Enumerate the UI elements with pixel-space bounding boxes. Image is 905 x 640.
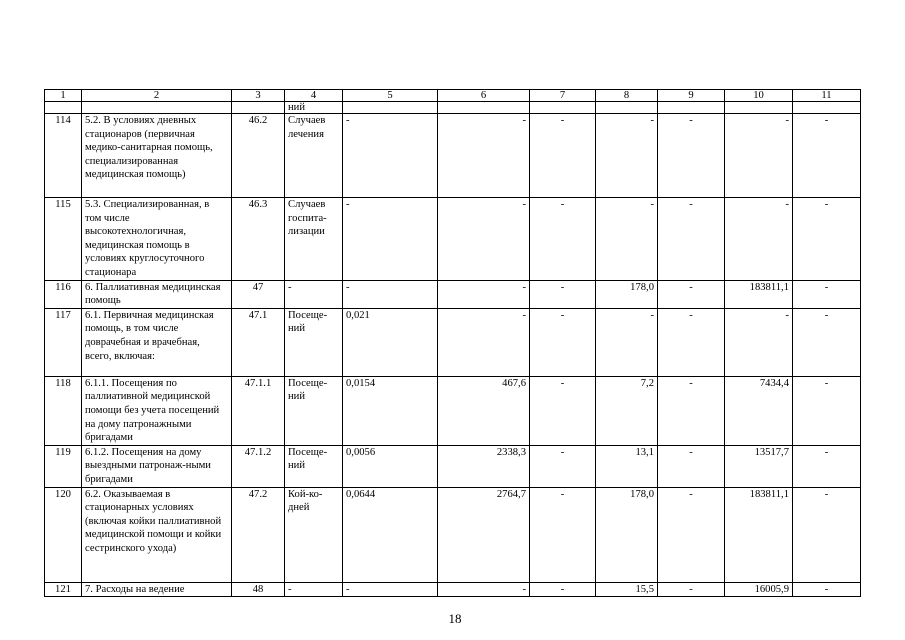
row-number-cell: 118 xyxy=(45,376,82,445)
value-cell: 13517,7 xyxy=(725,445,793,487)
table-row xyxy=(45,582,861,597)
value-cell: - xyxy=(530,376,596,445)
header-cell: 7 xyxy=(530,90,596,102)
table-cell xyxy=(232,102,285,114)
header-cell: 3 xyxy=(232,90,285,102)
table-cell xyxy=(530,102,596,114)
table-row xyxy=(45,308,861,376)
table-cell xyxy=(82,102,232,114)
header-row xyxy=(45,90,861,102)
financing-table xyxy=(44,89,861,597)
table-row xyxy=(45,280,861,308)
value-cell: - xyxy=(438,582,530,597)
value-cell: 467,6 xyxy=(438,376,530,445)
value-cell: - xyxy=(793,114,861,198)
table-row xyxy=(45,114,861,198)
value-cell: - xyxy=(658,198,725,281)
value-cell: - xyxy=(658,582,725,597)
header-cell: 9 xyxy=(658,90,725,102)
header-cell: 6 xyxy=(438,90,530,102)
value-cell: - xyxy=(793,198,861,281)
value-cell: - xyxy=(343,114,438,198)
unit-cell: Посеще-ний xyxy=(285,445,343,487)
table-cell xyxy=(793,102,861,114)
value-cell: - xyxy=(438,308,530,376)
value-cell: 2764,7 xyxy=(438,487,530,582)
row-number-cell: 114 xyxy=(45,114,82,198)
value-cell: - xyxy=(596,114,658,198)
unit-cell: - xyxy=(285,582,343,597)
row-code-cell: 47.1.2 xyxy=(232,445,285,487)
unit-cell: Случаев лечения xyxy=(285,114,343,198)
value-cell: - xyxy=(793,280,861,308)
row-code-cell: 46.3 xyxy=(232,198,285,281)
header-cell: 4 xyxy=(285,90,343,102)
value-cell: - xyxy=(530,487,596,582)
row-number-cell: 121 xyxy=(45,582,82,597)
indicator-name-cell: 6. Паллиативная медицинская помощь xyxy=(82,280,232,308)
value-cell: - xyxy=(793,445,861,487)
table-cell xyxy=(596,102,658,114)
value-cell: 7,2 xyxy=(596,376,658,445)
value-cell: - xyxy=(658,445,725,487)
value-cell: 16005,9 xyxy=(725,582,793,597)
row-code-cell: 47.1 xyxy=(232,308,285,376)
indicator-name-cell: 5.3. Специализированная, в том числе высокотехнологичная, медицинская помощь в условиях круглосуточного стационара xyxy=(82,198,232,281)
table-cell xyxy=(658,102,725,114)
table-cell xyxy=(725,102,793,114)
header-cell: 11 xyxy=(793,90,861,102)
value-cell: - xyxy=(438,280,530,308)
indicator-name-cell: 6.2. Оказываемая в стационарных условиях (включая койки паллиативной медицинской помощи и койки сестринского ухода) xyxy=(82,487,232,582)
value-cell: - xyxy=(793,376,861,445)
value-cell: 178,0 xyxy=(596,487,658,582)
value-cell: - xyxy=(658,308,725,376)
table-row xyxy=(45,445,861,487)
value-cell: - xyxy=(530,308,596,376)
value-cell: - xyxy=(530,445,596,487)
value-cell: 7434,4 xyxy=(725,376,793,445)
value-cell: - xyxy=(438,114,530,198)
header-cell: 1 xyxy=(45,90,82,102)
value-cell: 0,0154 xyxy=(343,376,438,445)
unit-cell: Случаев госпита-лизации xyxy=(285,198,343,281)
row-code-cell: 47 xyxy=(232,280,285,308)
table-row xyxy=(45,376,861,445)
unit-cell: - xyxy=(285,280,343,308)
table-cell xyxy=(45,102,82,114)
value-cell: 0,0644 xyxy=(343,487,438,582)
value-cell: - xyxy=(658,376,725,445)
value-cell: - xyxy=(725,198,793,281)
value-cell: 183811,1 xyxy=(725,280,793,308)
value-cell: - xyxy=(530,280,596,308)
value-cell: - xyxy=(530,582,596,597)
value-cell: 183811,1 xyxy=(725,487,793,582)
table-row xyxy=(45,198,861,281)
indicator-name-cell: 7. Расходы на ведение xyxy=(82,582,232,597)
value-cell: - xyxy=(530,114,596,198)
value-cell: 2338,3 xyxy=(438,445,530,487)
header-cell: 8 xyxy=(596,90,658,102)
value-cell: 15,5 xyxy=(596,582,658,597)
indicator-name-cell: 5.2. В условиях дневных стационаров (первичная медико-санитарная помощь, специализированная медицинская помощь) xyxy=(82,114,232,198)
row-number-cell: 119 xyxy=(45,445,82,487)
row-code-cell: 46.2 xyxy=(232,114,285,198)
value-cell: 13,1 xyxy=(596,445,658,487)
indicator-name-cell: 6.1.1. Посещения по паллиативной медицинской помощи без учета посещений на дому патронажными бригадами xyxy=(82,376,232,445)
row-code-cell: 48 xyxy=(232,582,285,597)
unit-cell: Посеще-ний xyxy=(285,308,343,376)
value-cell: 0,021 xyxy=(343,308,438,376)
value-cell: - xyxy=(725,114,793,198)
value-cell: - xyxy=(530,198,596,281)
value-cell: - xyxy=(658,280,725,308)
row-number-cell: 117 xyxy=(45,308,82,376)
value-cell: - xyxy=(658,114,725,198)
table-cell xyxy=(438,102,530,114)
table-row xyxy=(45,487,861,582)
unit-cell: Кой-ко-дней xyxy=(285,487,343,582)
value-cell: - xyxy=(343,280,438,308)
unit-cell: Посеще-ний xyxy=(285,376,343,445)
page-number: 18 xyxy=(448,611,462,626)
header-cell: 5 xyxy=(343,90,438,102)
value-cell: - xyxy=(438,198,530,281)
unit-cell: ний xyxy=(285,102,343,114)
indicator-name-cell: 6.1.2. Посещения на дому выездными патронаж-ными бригадами xyxy=(82,445,232,487)
value-cell: 0,0056 xyxy=(343,445,438,487)
indicator-name-cell: 6.1. Первичная медицинская помощь, в том числе доврачебная и врачебная, всего, включая: xyxy=(82,308,232,376)
value-cell: 178,0 xyxy=(596,280,658,308)
value-cell: - xyxy=(596,198,658,281)
row-number-cell: 120 xyxy=(45,487,82,582)
value-cell: - xyxy=(793,582,861,597)
value-cell: - xyxy=(658,487,725,582)
value-cell: - xyxy=(343,582,438,597)
table-cell xyxy=(343,102,438,114)
row-number-cell: 116 xyxy=(45,280,82,308)
row-number-cell: 115 xyxy=(45,198,82,281)
value-cell: - xyxy=(793,487,861,582)
row-code-cell: 47.2 xyxy=(232,487,285,582)
value-cell: - xyxy=(793,308,861,376)
continuation-row xyxy=(45,102,861,114)
header-cell: 10 xyxy=(725,90,793,102)
value-cell: - xyxy=(725,308,793,376)
value-cell: - xyxy=(343,198,438,281)
row-code-cell: 47.1.1 xyxy=(232,376,285,445)
header-cell: 2 xyxy=(82,90,232,102)
value-cell: - xyxy=(596,308,658,376)
